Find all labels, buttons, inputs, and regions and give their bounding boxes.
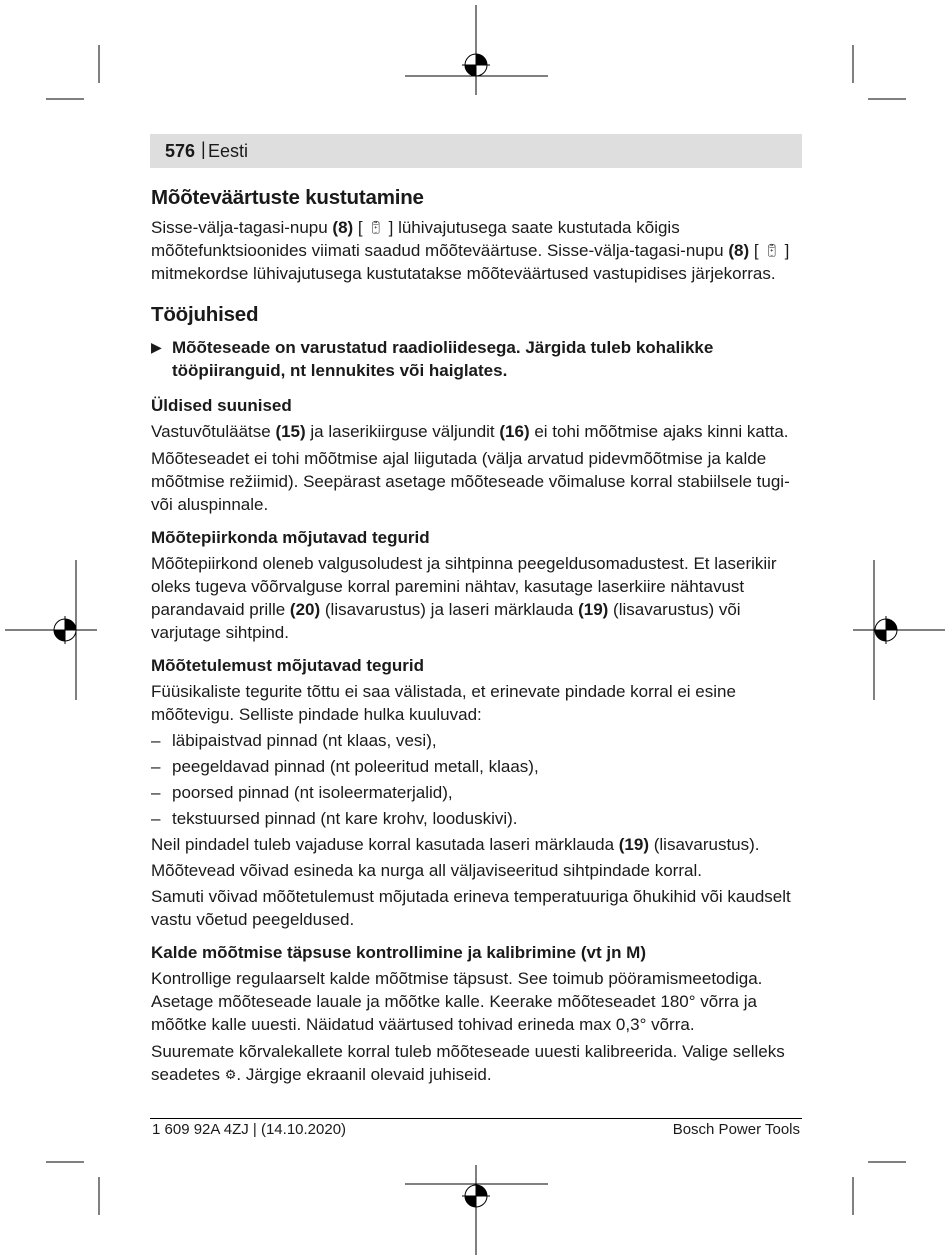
section-title-work: Tööjuhised xyxy=(151,303,259,326)
subsection-title-general: Üldised suunised xyxy=(151,396,292,415)
list-item-text: läbipaistvad pinnad (nt klaas, vesi), xyxy=(172,731,437,750)
delete-paragraph: Sisse-välja-tagasi-nupu (8) [ 🔋︎ ] lühivajutusega saate kustutada kõigis mõõtefunktsioonides viimati saadud mõõteväärtuse. Sisse-välja-tagasi-nupu (8) [ 🔋︎ ] mitmekordse lühivajutusega kustutatakse mõõteväärtused vastupidises järjekorras. xyxy=(151,218,790,283)
settings-gear-icon: ⚙ xyxy=(224,1067,237,1082)
ref-number: (16) xyxy=(499,422,530,441)
general-paragraph-1 xyxy=(151,420,803,443)
result-paragraph-1: Füüsikaliste tegurite tõttu ei saa välistada, et erinevate pindade korral ei esine mõõtevigu. Selliste pindade hulka kuuluvad: xyxy=(151,682,736,724)
page-number: 576 xyxy=(165,141,196,161)
footer-divider xyxy=(150,1118,802,1119)
result-paragraph-4: Samuti võivad mõõtetulemust mõjutada erineva temperatuuriga õhukihid või kaudselt vastu võetud peegeldused. xyxy=(151,887,791,929)
surface-list xyxy=(151,729,803,830)
list-dash: – xyxy=(151,731,161,750)
text-run: Mõõtepiirkond oleneb valgusoludest ja sihtpinna peegeldusomadustest. Et laserikiir oleks tugeva võõrvalguse korral paremini nähtav, kasutage laserkiire nähtavust parandavaid prille xyxy=(151,554,777,619)
text-run: ja laserikiirguse väljundit xyxy=(305,422,500,441)
power-back-icon: 🔋︎ xyxy=(763,243,780,258)
power-back-icon: 🔋︎ xyxy=(367,220,384,235)
ref-number: (15) xyxy=(275,422,306,441)
list-dash: – xyxy=(151,809,161,828)
range-paragraph xyxy=(151,552,803,644)
page-content xyxy=(151,184,803,1086)
footer-brand: Bosch Power Tools xyxy=(672,1121,800,1138)
text-run: ei tohi mõõtmise ajaks kinni katta. xyxy=(529,422,789,441)
list-item xyxy=(151,781,803,804)
text-run: (lisavarustus). xyxy=(649,835,760,854)
text-run: Vastuvõtuläätse xyxy=(151,422,276,441)
subsection-title-calibration: Kalde mõõtmise täpsuse kontrollimine ja kalibrimine (vt jn M) xyxy=(151,943,646,962)
result-paragraph-2 xyxy=(151,833,803,856)
list-item-text: tekstuursed pinnad (nt kare krohv, looduskivi). xyxy=(172,809,518,828)
list-dash: – xyxy=(151,783,161,802)
warning-text: Mõõteseade on varustatud raadioliidesega. Järgida tuleb kohalikke tööpiiranguid, nt lennukites või haiglates. xyxy=(172,338,714,380)
ref-number: (19) xyxy=(578,600,609,619)
list-item xyxy=(151,807,803,830)
list-item xyxy=(151,729,803,752)
text-run: Suuremate kõrvalekallete korral tuleb mõõteseade uuesti kalibreerida. Valige selleks seadetes xyxy=(151,1042,785,1084)
text-run: Neil pindadel tuleb vajaduse korral kasutada laseri märklauda xyxy=(151,835,619,854)
subsection-title-result: Mõõtetulemust mõjutavad tegurid xyxy=(151,656,424,675)
page-header xyxy=(150,134,802,168)
text-run: mitmekordse lühivajutusega kustutatakse mõõteväärtused vastupidises järjekorras. xyxy=(151,264,776,283)
list-dash: – xyxy=(151,757,161,776)
header-language: Eesti xyxy=(208,141,249,161)
warning-note xyxy=(151,336,803,382)
text-run: Sisse-välja-tagasi-nupu xyxy=(151,218,333,237)
text-run: . Järgige ekraanil olevaid juhiseid. xyxy=(236,1065,492,1084)
ref-number: (8) xyxy=(332,218,354,237)
list-item xyxy=(151,755,803,778)
result-paragraph-3: Mõõtevead võivad esineda ka nurga all väljaviseeritud sihtpindade korral. xyxy=(151,861,702,880)
ref-number: (8) xyxy=(728,241,750,260)
subsection-title-range: Mõõtepiirkonda mõjutavad tegurid xyxy=(151,528,430,547)
header-separator: | xyxy=(201,139,206,159)
ref-number: (19) xyxy=(618,835,649,854)
text-run: (lisavarustus) või varjutage sihtpind. xyxy=(151,600,741,642)
warning-arrow-icon: ▶ xyxy=(151,339,162,355)
text-run: (lisavarustus) ja laseri märklauda xyxy=(320,600,579,619)
footer-doc-id: 1 609 92A 4ZJ | (14.10.2020) xyxy=(152,1121,347,1138)
general-paragraph-2: Mõõteseadet ei tohi mõõtmise ajal liigutada (välja arvatud pidevmõõtmise ja kalde mõõtmise režiimid). Seepärast asetage mõõteseade võimaluse korral stabiilsele tugi- või aluspinnale. xyxy=(151,449,790,514)
calibration-paragraph-2 xyxy=(151,1040,803,1086)
calibration-paragraph-1: Kontrollige regulaarselt kalde mõõtmise täpsust. See toimub pööramismeetodiga. Asetage mõõteseade lauale ja mõõtke kalle. Keerake mõõteseadet 180° võrra ja mõõtke kalle uuesti. Näidatud väärtused tohivad erineda max 0,3° võrra. xyxy=(151,969,763,1034)
section-title-delete: Mõõteväärtuste kustutamine xyxy=(151,186,424,209)
list-item-text: poorsed pinnad (nt isoleermaterjalid), xyxy=(172,783,453,802)
ref-number: (20) xyxy=(289,600,321,619)
list-item-text: peegeldavad pinnad (nt poleeritud metall, klaas), xyxy=(172,757,539,776)
text-run: lühivajutusega saate kustutada kõigis mõõtefunktsioonides viimati saadud mõõteväärtuse. Sisse-välja-tagasi-nupu xyxy=(151,218,729,260)
